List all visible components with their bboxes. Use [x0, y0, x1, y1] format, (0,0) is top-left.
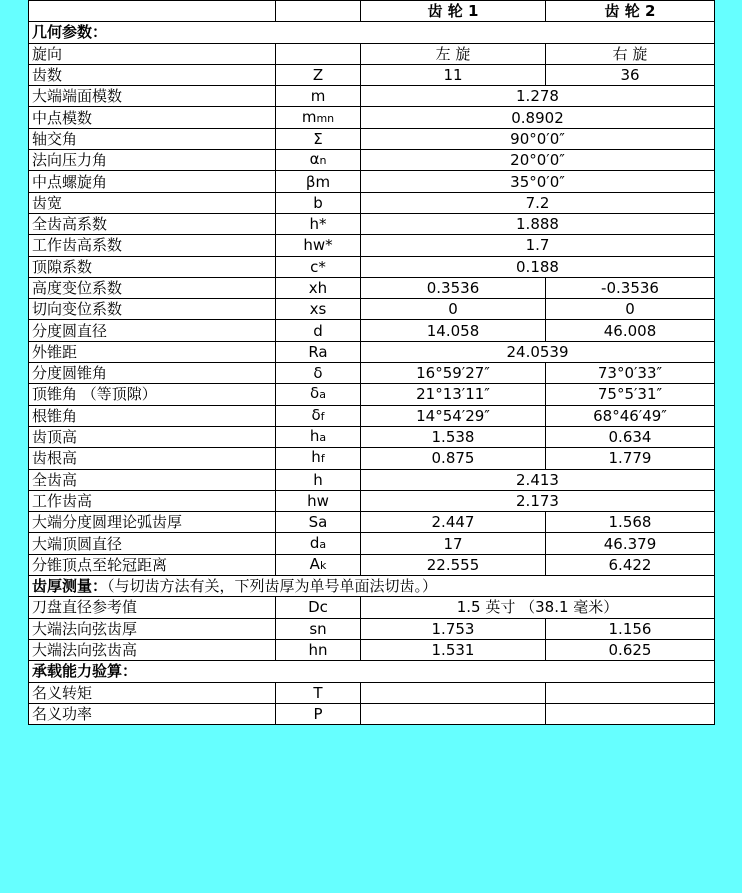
- param-name-cell[interactable]: 根锥角: [29, 405, 276, 426]
- gear2-value-cell[interactable]: 0: [546, 299, 715, 320]
- gear1-value-cell[interactable]: 0: [361, 299, 546, 320]
- gear1-value-cell[interactable]: 1.531: [361, 639, 546, 660]
- gear1-value-cell[interactable]: 22.555: [361, 554, 546, 575]
- symbol-subscript: f: [320, 409, 325, 423]
- param-name-cell[interactable]: 名义转矩: [29, 682, 276, 703]
- symbol-text: xh: [308, 279, 328, 297]
- shared-value-cell[interactable]: 20°0′0″: [361, 150, 715, 171]
- section-title-thickness[interactable]: [29, 576, 715, 597]
- symbol-subscript: mn: [316, 111, 335, 125]
- gear2-value-cell[interactable]: [546, 682, 715, 703]
- param-symbol-cell[interactable]: [276, 597, 361, 618]
- symbol-text: xs: [309, 300, 327, 319]
- shared-value-cell[interactable]: 7.2: [361, 192, 715, 213]
- param-name-cell[interactable]: 顶锥角 （等顶隙）: [29, 384, 276, 405]
- param-symbol-cell[interactable]: [276, 703, 361, 724]
- param-symbol-cell[interactable]: [276, 128, 361, 149]
- param-name-cell[interactable]: 大端法向弦齿厚: [29, 618, 276, 639]
- gear1-value-cell[interactable]: 17: [361, 533, 546, 554]
- param-symbol-cell[interactable]: [276, 682, 361, 703]
- symbol-subscript: n: [319, 154, 327, 168]
- symbol-text: δ: [310, 384, 320, 403]
- param-name-cell[interactable]: 齿数: [29, 64, 276, 85]
- gear2-value-cell[interactable]: 46.008: [546, 320, 715, 341]
- shared-value-cell[interactable]: 1.278: [361, 86, 715, 107]
- gear1-value-cell[interactable]: 1.753: [361, 618, 546, 639]
- param-name-cell[interactable]: 大端顶圆直径: [29, 533, 276, 554]
- section-label: 承载能力验算：: [32, 662, 138, 681]
- param-symbol-cell[interactable]: [276, 299, 361, 320]
- table-row: [29, 405, 715, 426]
- param-name-cell[interactable]: 切向变位系数: [29, 299, 276, 320]
- header-blank-cell[interactable]: [29, 1, 276, 22]
- gear2-header[interactable]: 齿 轮 2: [546, 1, 715, 22]
- param-name-cell[interactable]: 工作齿高系数: [29, 235, 276, 256]
- table-body: [29, 1, 715, 725]
- param-symbol-cell[interactable]: [276, 213, 361, 234]
- param-name-cell[interactable]: 分锥顶点至轮冠距离: [29, 554, 276, 575]
- table-row: [29, 639, 715, 660]
- shared-value-cell[interactable]: 0.188: [361, 256, 715, 277]
- gear2-value-cell[interactable]: 1.779: [546, 448, 715, 469]
- section-note: （与切齿方法有关，下列齿厚为单号单面法切齿。）: [107, 577, 438, 596]
- shared-value-cell[interactable]: 90°0′0″: [361, 128, 715, 149]
- param-name-cell[interactable]: 分度圆锥角: [29, 363, 276, 384]
- symbol-text: Dc: [308, 598, 328, 617]
- param-name-cell[interactable]: 法向压力角: [29, 150, 276, 171]
- gear2-value-cell[interactable]: -0.3536: [546, 277, 715, 298]
- symbol-text: hw: [307, 491, 329, 510]
- param-name-cell[interactable]: 顶隙系数: [29, 256, 276, 277]
- section-row-geometry: [29, 22, 715, 43]
- table-row: [29, 235, 715, 256]
- shared-value-cell[interactable]: 35°0′0″: [361, 171, 715, 192]
- param-name-cell[interactable]: 大端端面模数: [29, 86, 276, 107]
- symbol-text: c*: [310, 257, 326, 276]
- param-symbol-cell[interactable]: [276, 256, 361, 277]
- gear2-value-cell[interactable]: 75°5′31″: [546, 384, 715, 405]
- param-symbol-cell[interactable]: [276, 639, 361, 660]
- gear2-value-cell[interactable]: 46.379: [546, 533, 715, 554]
- table-row: [29, 299, 715, 320]
- param-symbol-cell[interactable]: [276, 448, 361, 469]
- symbol-text: Σ: [313, 129, 323, 148]
- section-label: 几何参数：: [32, 23, 108, 42]
- param-symbol-cell[interactable]: [276, 426, 361, 447]
- param-symbol-cell[interactable]: [276, 512, 361, 533]
- symbol-text: h: [309, 427, 320, 446]
- param-name-cell[interactable]: 工作齿高: [29, 490, 276, 511]
- shared-value-cell[interactable]: 0.8902: [361, 107, 715, 128]
- shared-value-cell[interactable]: 1.5 英寸 （38.1 毫米）: [361, 597, 715, 618]
- symbol-text: h: [311, 448, 321, 467]
- param-symbol-cell[interactable]: [276, 320, 361, 341]
- gear1-header[interactable]: 齿 轮 1: [361, 1, 546, 22]
- table-row: [29, 107, 715, 128]
- table-row: [29, 682, 715, 703]
- symbol-subscript: a: [319, 537, 327, 551]
- shared-value-cell[interactable]: 24.0539: [361, 341, 715, 362]
- param-name-cell[interactable]: 全齿高系数: [29, 213, 276, 234]
- section-label: 齿厚测量：: [32, 577, 108, 596]
- table-row: [29, 256, 715, 277]
- table-row: [29, 533, 715, 554]
- symbol-text: d: [313, 321, 323, 340]
- param-name-cell[interactable]: 大端分度圆理论弧齿厚: [29, 512, 276, 533]
- table-row: [29, 618, 715, 639]
- param-name-cell[interactable]: 齿宽: [29, 192, 276, 213]
- symbol-text: m: [301, 107, 317, 126]
- param-name-cell[interactable]: 中点螺旋角: [29, 171, 276, 192]
- symbol-text: d: [309, 533, 320, 552]
- param-name-cell[interactable]: 分度圆直径: [29, 320, 276, 341]
- symbol-subscript: f: [320, 452, 325, 466]
- symbol-text: h: [313, 470, 323, 489]
- shared-value-cell[interactable]: 1.888: [361, 213, 715, 234]
- param-symbol-cell[interactable]: [276, 43, 361, 64]
- param-symbol-cell[interactable]: [276, 533, 361, 554]
- param-symbol-cell[interactable]: [276, 405, 361, 426]
- symbol-text: Ra: [308, 342, 328, 361]
- table-row: [29, 171, 715, 192]
- shared-value-cell[interactable]: 1.7: [361, 235, 715, 256]
- symbol-text: Sa: [308, 513, 328, 532]
- param-symbol-cell[interactable]: [276, 171, 361, 192]
- gear2-value-cell[interactable]: 1.156: [546, 618, 715, 639]
- gear2-value-cell[interactable]: 6.422: [546, 554, 715, 575]
- param-symbol-cell[interactable]: [276, 341, 361, 362]
- gear2-value-cell[interactable]: 右 旋: [546, 43, 715, 64]
- table-row: [29, 192, 715, 213]
- param-symbol-cell[interactable]: [276, 192, 361, 213]
- param-name-cell[interactable]: 全齿高: [29, 469, 276, 490]
- table-row: [29, 128, 715, 149]
- section-row-thickness: [29, 576, 715, 597]
- symbol-text: b: [313, 193, 323, 212]
- gear1-value-cell[interactable]: 21°13′11″: [361, 384, 546, 405]
- param-symbol-cell[interactable]: [276, 554, 361, 575]
- table-row: [29, 320, 715, 341]
- gear2-value-cell[interactable]: [546, 703, 715, 724]
- symbol-subscript: a: [319, 388, 326, 402]
- header-row: [29, 1, 715, 22]
- param-symbol-cell[interactable]: [276, 150, 361, 171]
- gear1-value-cell[interactable]: 16°59′27″: [361, 363, 546, 384]
- table-row: [29, 277, 715, 298]
- table-row: [29, 64, 715, 85]
- param-symbol-cell[interactable]: [276, 618, 361, 639]
- symbol-subscript: k: [319, 558, 327, 572]
- param-name-cell[interactable]: 外锥距: [29, 341, 276, 362]
- param-name-cell[interactable]: 中点模数: [29, 107, 276, 128]
- param-symbol-cell[interactable]: [276, 469, 361, 490]
- symbol-text: Z: [312, 66, 324, 85]
- gear1-value-cell[interactable]: 1.538: [361, 426, 546, 447]
- gear2-value-cell[interactable]: 1.568: [546, 512, 715, 533]
- param-name-cell[interactable]: 名义功率: [29, 703, 276, 724]
- symbol-text: A: [309, 554, 320, 573]
- gear-parameter-table: [28, 0, 715, 725]
- table-row: [29, 490, 715, 511]
- param-symbol-cell[interactable]: [276, 235, 361, 256]
- param-name-cell[interactable]: 刀盘直径参考值: [29, 597, 276, 618]
- symbol-text: βm: [305, 172, 331, 191]
- table-row: [29, 341, 715, 362]
- gear2-value-cell[interactable]: 68°46′49″: [546, 405, 715, 426]
- table-row: [29, 448, 715, 469]
- symbol-text: sn: [309, 619, 327, 638]
- param-symbol-cell[interactable]: [276, 64, 361, 85]
- table-row: [29, 703, 715, 724]
- param-symbol-cell[interactable]: [276, 86, 361, 107]
- param-name-cell[interactable]: 轴交角: [29, 128, 276, 149]
- gear2-value-cell[interactable]: 0.634: [546, 426, 715, 447]
- param-name-cell[interactable]: 齿根高: [29, 448, 276, 469]
- table-row: [29, 554, 715, 575]
- symbol-text: δ: [311, 405, 321, 424]
- param-symbol-cell[interactable]: [276, 277, 361, 298]
- param-symbol-cell[interactable]: [276, 107, 361, 128]
- symbol-text: P: [313, 704, 323, 723]
- param-name-cell[interactable]: 旋向: [29, 43, 276, 64]
- header-blank-cell[interactable]: [276, 1, 361, 22]
- param-name-cell[interactable]: 大端法向弦齿高: [29, 639, 276, 660]
- shared-value-cell[interactable]: 2.173: [361, 490, 715, 511]
- table-row: [29, 384, 715, 405]
- table-row: [29, 426, 715, 447]
- param-symbol-cell[interactable]: [276, 363, 361, 384]
- table-row: [29, 512, 715, 533]
- gear1-value-cell[interactable]: [361, 703, 546, 724]
- shared-value-cell[interactable]: 2.413: [361, 469, 715, 490]
- symbol-text: m: [310, 87, 326, 106]
- param-symbol-cell[interactable]: [276, 384, 361, 405]
- symbol-text: α: [309, 150, 320, 169]
- section-title-capacity[interactable]: [29, 661, 715, 682]
- symbol-subscript: a: [319, 431, 327, 445]
- table-row: [29, 597, 715, 618]
- symbol-text: hn: [308, 641, 328, 660]
- gear1-value-cell[interactable]: 左 旋: [361, 43, 546, 64]
- gear2-value-cell[interactable]: 0.625: [546, 639, 715, 660]
- table-row: [29, 363, 715, 384]
- gear1-value-cell[interactable]: 0.3536: [361, 277, 546, 298]
- gear1-value-cell[interactable]: [361, 682, 546, 703]
- gear1-value-cell[interactable]: 14.058: [361, 320, 546, 341]
- symbol-text: T: [313, 683, 323, 702]
- symbol-text: h*: [309, 215, 327, 234]
- param-name-cell[interactable]: 齿顶高: [29, 426, 276, 447]
- gear1-value-cell[interactable]: 14°54′29″: [361, 405, 546, 426]
- symbol-text: δ: [313, 364, 323, 383]
- section-row-capacity: [29, 661, 715, 682]
- table-row: [29, 469, 715, 490]
- table-row: [29, 213, 715, 234]
- param-symbol-cell[interactable]: [276, 490, 361, 511]
- gear1-value-cell[interactable]: 2.447: [361, 512, 546, 533]
- table-row: [29, 86, 715, 107]
- gear2-value-cell[interactable]: 73°0′33″: [546, 363, 715, 384]
- gear1-value-cell[interactable]: 0.875: [361, 448, 546, 469]
- table-row: [29, 43, 715, 64]
- gear2-value-cell[interactable]: 36: [546, 64, 715, 85]
- param-name-cell[interactable]: 高度变位系数: [29, 277, 276, 298]
- table-row: [29, 150, 715, 171]
- section-title-geometry[interactable]: [29, 22, 715, 43]
- symbol-text: hw*: [303, 236, 333, 255]
- gear1-value-cell[interactable]: 11: [361, 64, 546, 85]
